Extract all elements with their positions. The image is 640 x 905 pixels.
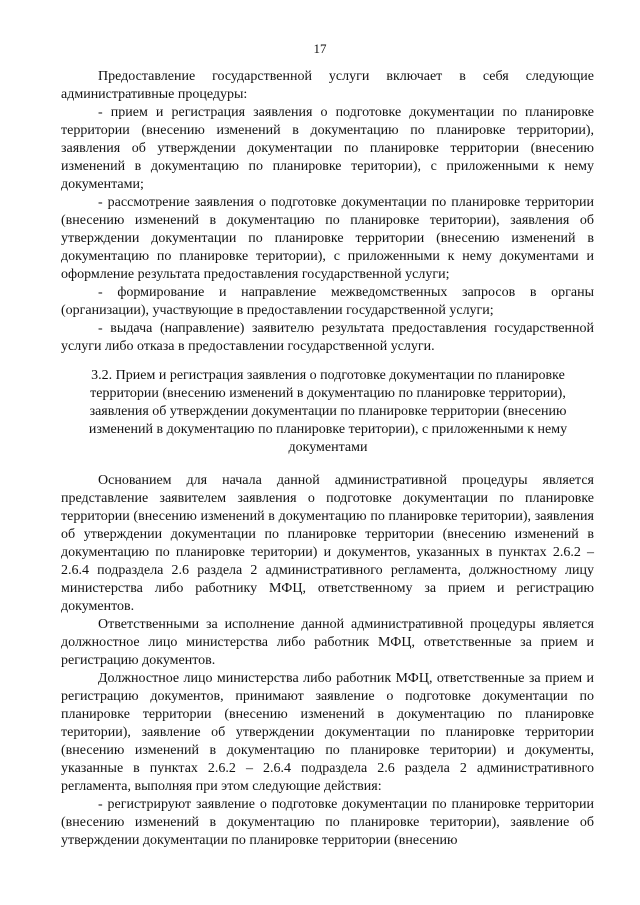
procedure-item: - прием и регистрация заявления о подготовке документации по планировке территории (внесению изменений в документацию по планировке территории), заявления об утверждении документации по планировке территории (внесению изменений в документацию по планировке територии), с приложенными к нему документами; — [61, 105, 594, 192]
body-paragraph: - регистрируют заявление о подготовке документации по планировке территории (внесению изменений в документацию по планировке територии), заявление об утверждении документации по планировке территории (внесению — [61, 797, 594, 848]
procedures-lead-paragraph: Предоставление государственной услуги включает в себя следующие административные процедуры: — [61, 69, 594, 102]
procedure-item: - формирование и направление межведомственных запросов в органы (организации), участвующие в предоставлении государственной услуги; — [61, 285, 594, 318]
body-paragraph: Ответственными за исполнение данной административной процедуры является должностное лицо министерства либо работник МФЦ, ответственные за прием и регистрацию документов. — [61, 617, 594, 668]
section-body — [61, 472, 594, 850]
section-heading: 3.2. Прием и регистрация заявления о подготовке документации по планировке территории (внесению изменений в документацию по планировке территории), заявления об утверждении документации по планировке территории (внесению изменений в документацию по планировке територии), с приложенными к нему документами — [88, 368, 568, 455]
page-number: 17 — [313, 41, 327, 56]
body-paragraph: Должностное лицо министерства либо работник МФЦ, ответственные за прием и регистрацию документов, принимают заявление о подготовке документации по планировке территории (внесению изменений в документацию по планировке територии), заявление об утверждении документации по планировке территории (внесению изменений в документацию по планировке територии) и документы, указанные в пунктах 2.6.2 – 2.6.4 подраздела 2.6 раздела 2 административного регламента, выполняя при этом следующие действия: — [61, 671, 594, 794]
procedure-item: - выдача (направление) заявителю результата предоставления государственной услуги либо отказа в предоставлении государственной услуги. — [61, 321, 594, 354]
procedures-list-block — [61, 68, 594, 356]
body-paragraph: Основанием для начала данной административной процедуры является представление заявителем заявления о подготовке документации по планировке территории (внесению изменений в документацию по планировке територии), заявления об утверждении документации по планировке территории (внесению изменений в документацию по планировке територии) и документов, указанных в пунктах 2.6.2 – 2.6.4 подраздела 2.6 раздела 2 административного регламента, должностному лицу министерства либо работнику МФЦ, ответственному за прием и регистрацию документов. — [61, 473, 594, 614]
procedure-item: - рассмотрение заявления о подготовке документации по планировке территории (внесению изменений в документацию по планировке територии), заявления об утверждении документации по планировке территории (внесению изменений в документацию по планировке територии), с приложенными к нему документами и оформление результата предоставления государственной услуги; — [61, 195, 594, 282]
